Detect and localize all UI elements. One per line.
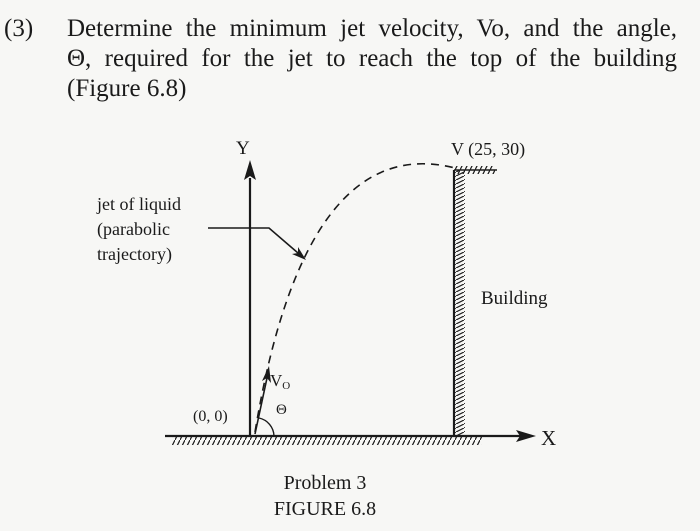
ground-hatch <box>172 436 482 445</box>
problem-number: (3) <box>4 15 34 42</box>
jet-label-line-1: jet of liquid <box>97 194 181 214</box>
problem-line-3: (Figure 6.8) <box>67 75 187 102</box>
problem-line-1: Determine the minimum jet velocity, Vo, and the angle, <box>67 15 677 42</box>
figure-caption-problem: Problem 3 <box>283 472 367 494</box>
velocity-label: VO <box>270 371 291 392</box>
x-axis-label: X <box>541 426 557 450</box>
top-point-label: V (25, 30) <box>451 139 526 159</box>
origin-label: (0, 0) <box>193 408 228 425</box>
figure-caption-number: FIGURE 6.8 <box>273 498 377 520</box>
y-axis-arrowhead <box>244 160 256 180</box>
jet-label-line-2: (parabolic <box>97 219 170 239</box>
y-axis-label: Y <box>236 138 250 159</box>
jet-label-line-3: trajectory) <box>97 244 172 264</box>
problem-line-2: Θ, required for the jet to reach the top of the building <box>67 45 677 72</box>
angle-label: Θ <box>276 402 287 418</box>
building-label: Building <box>481 288 548 309</box>
building-wall-hatch <box>455 170 465 436</box>
angle-arc <box>259 418 274 436</box>
velocity-vector <box>255 378 267 434</box>
jet-leader-line <box>208 228 298 253</box>
